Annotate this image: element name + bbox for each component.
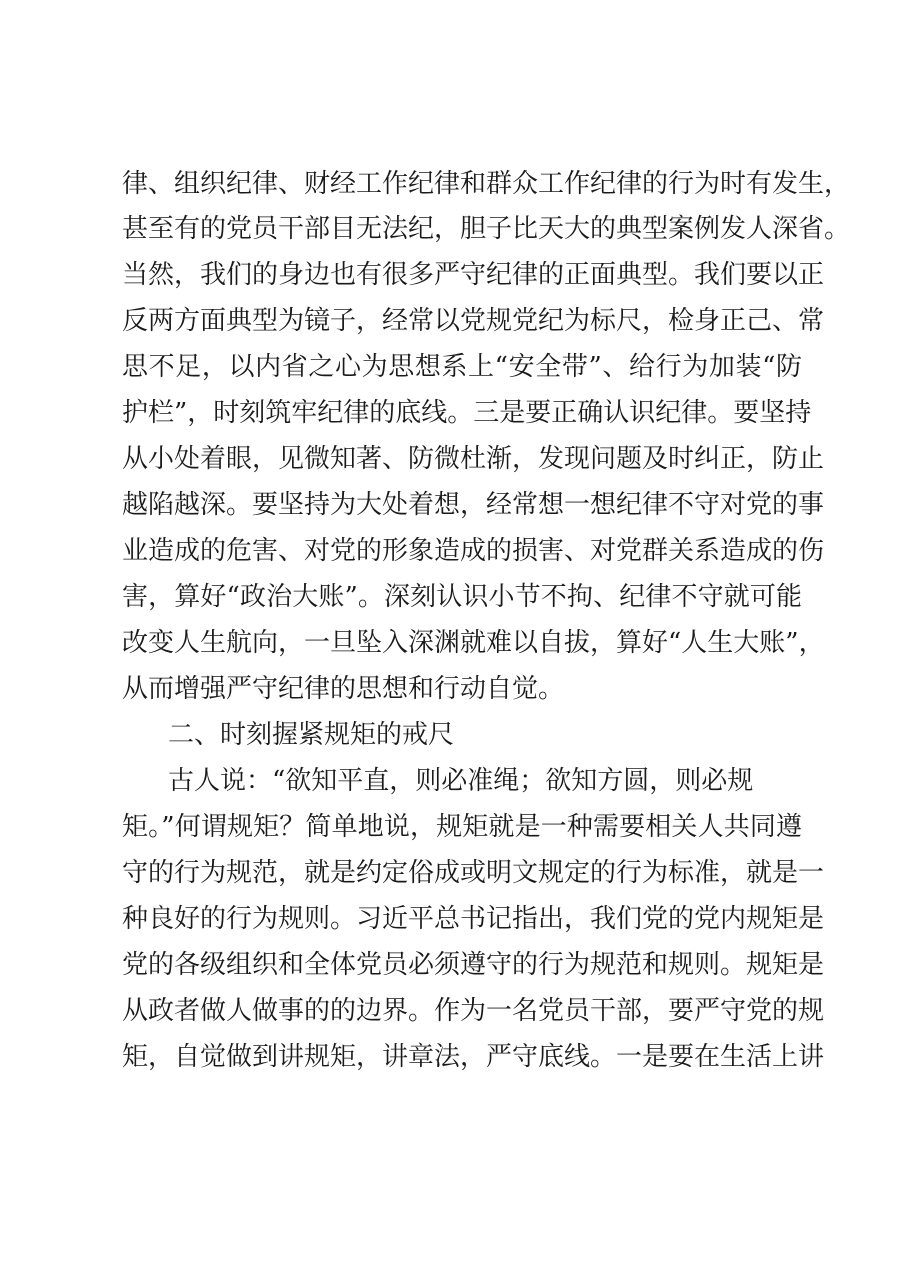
paragraph-line: 党的各级组织和全体党员必须遵守的行为规范和规则。规矩是 xyxy=(122,950,825,980)
paragraph-line: 从而增强严守纪律的思想和行动自觉。 xyxy=(122,674,565,704)
paragraph-line: 护栏”，时刻筑牢纪律的底线。三是要正确认识纪律。要坚持 xyxy=(122,398,812,428)
paragraph-line: 矩，自觉做到讲规矩，讲章法，严守底线。一是要在生活上讲 xyxy=(122,1042,825,1072)
paragraph-line: 从小处着眼，见微知著、防微杜渐，发现问题及时纠正，防止 xyxy=(122,444,825,474)
paragraph-line: 律、组织纪律、财经工作纪律和群众工作纪律的行为时有发生， xyxy=(122,169,851,199)
paragraph-line: 守的行为规范，就是约定俗成或明文规定的行为标准，就是一 xyxy=(122,858,825,888)
paragraph-line: 越陷越深。要坚持为大处着想，经常想一想纪律不守对党的事 xyxy=(122,490,825,520)
paragraph-line: 改变人生航向，一旦坠入深渊就难以自拔，算好“人生大账”， xyxy=(122,628,825,658)
paragraph-line: 古人说：“欲知平直，则必准绳；欲知方圆，则必规 xyxy=(168,766,754,796)
paragraph-line: 当然，我们的身边也有很多严守纪律的正面典型。我们要以正 xyxy=(122,260,825,290)
paragraph-line: 甚至有的党员干部目无法纪，胆子比天大的典型案例发人深省。 xyxy=(122,214,851,244)
paragraph-line: 从政者做人做事的的边界。作为一名党员干部，要严守党的规 xyxy=(122,996,825,1026)
paragraph-line: 害，算好“政治大账”。深刻认识小节不拘、纪律不守就可能 xyxy=(122,582,802,612)
paragraph-line: 反两方面典型为镜子，经常以党规党纪为标尺，检身正己、常 xyxy=(122,306,825,336)
paragraph-line: 思不足，以内省之心为思想系上“安全带”、给行为加装“防 xyxy=(122,352,802,382)
paragraph-line: 业造成的危害、对党的形象造成的损害、对党群关系造成的伤 xyxy=(122,536,825,566)
paragraph-line: 矩。”何谓规矩？简单地说，规矩就是一种需要相关人共同遵 xyxy=(122,812,802,842)
section-heading: 二、时刻握紧规矩的戒尺 xyxy=(168,720,455,750)
paragraph-line: 种良好的行为规则。习近平总书记指出，我们党的党内规矩是 xyxy=(122,904,825,934)
